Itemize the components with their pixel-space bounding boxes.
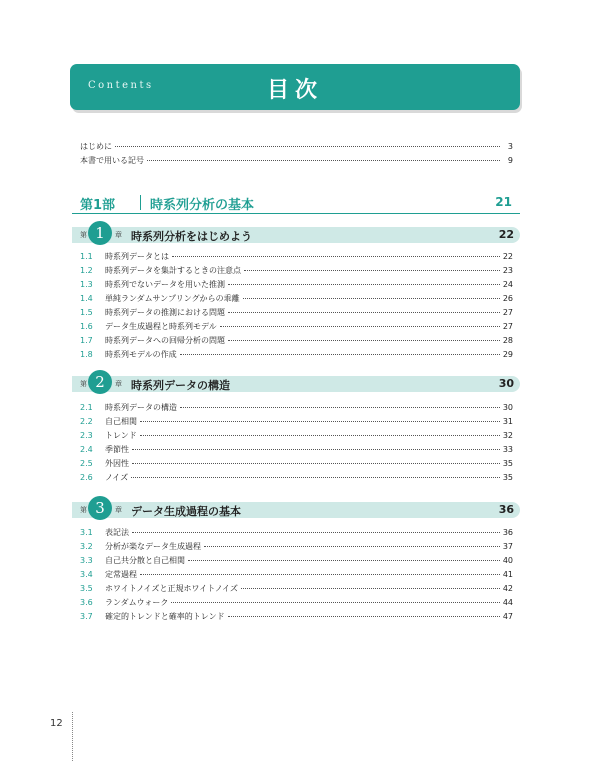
section-title: 時系列データを集計するときの注意点 — [105, 266, 241, 275]
toc-section-3-4[interactable] — [80, 569, 513, 582]
dot-leader — [220, 326, 500, 327]
dot-leader — [172, 256, 500, 257]
toc-entry-intro-2[interactable] — [80, 155, 513, 166]
chapter-prefix: 第 — [80, 506, 87, 514]
section-title: 外因性 — [105, 459, 129, 468]
section-page: 33 — [502, 445, 513, 454]
toc-section-1-4[interactable] — [80, 293, 513, 306]
section-number: 1.7 — [80, 336, 93, 345]
section-page: 35 — [502, 473, 513, 482]
dot-leader — [244, 270, 500, 271]
section-title: ノイズ — [105, 473, 129, 482]
toc-section-1-7[interactable] — [80, 335, 513, 348]
toc-section-2-1[interactable] — [80, 402, 513, 415]
section-number: 2.6 — [80, 473, 93, 482]
chapter-heading-2[interactable] — [72, 373, 520, 392]
section-number: 2.1 — [80, 403, 93, 412]
section-number: 2.3 — [80, 431, 93, 440]
dot-leader — [140, 421, 500, 422]
dot-leader — [171, 602, 499, 603]
section-number: 3.4 — [80, 570, 93, 579]
section-page: 37 — [502, 542, 513, 551]
toc-section-3-7[interactable] — [80, 611, 513, 624]
section-page: 36 — [502, 528, 513, 537]
banner-japanese-title: 目次 — [266, 78, 323, 103]
section-number: 1.2 — [80, 266, 93, 275]
page-number: 12 — [50, 718, 63, 729]
toc-entry-title: 本書で用いる記号 — [80, 156, 144, 165]
dot-leader — [204, 546, 500, 547]
section-title: トレンド — [105, 431, 137, 440]
toc-entry-page: 9 — [507, 156, 513, 165]
section-page: 22 — [502, 252, 513, 261]
dot-leader — [188, 560, 500, 561]
section-page: 26 — [502, 294, 513, 303]
toc-section-3-6[interactable] — [80, 597, 513, 610]
toc-entry-intro-1[interactable] — [80, 141, 513, 152]
section-page: 31 — [502, 417, 513, 426]
section-title: 時系列モデルの作成 — [105, 350, 177, 359]
section-title: 時系列でないデータを用いた推測 — [105, 280, 225, 289]
part-label: 第1部 — [80, 198, 116, 213]
toc-section-2-5[interactable] — [80, 458, 513, 471]
section-page: 28 — [502, 336, 513, 345]
chapter-title: 時系列分析をはじめよう — [131, 230, 252, 243]
chapter-number-badge: 2 — [88, 370, 112, 394]
dot-leader — [140, 435, 500, 436]
section-number: 3.2 — [80, 542, 93, 551]
section-title: 定常過程 — [105, 570, 137, 579]
toc-entry-page: 3 — [507, 142, 513, 151]
page-margin-rule — [72, 712, 73, 761]
section-page: 29 — [502, 350, 513, 359]
section-number: 2.2 — [80, 417, 93, 426]
section-page: 27 — [502, 308, 513, 317]
chapter-suffix: 章 — [115, 506, 122, 514]
dot-leader — [243, 298, 500, 299]
section-title: 季節性 — [105, 445, 129, 454]
part-divider — [140, 195, 141, 210]
chapter-prefix: 第 — [80, 231, 87, 239]
chapter-page: 30 — [498, 377, 514, 390]
section-title: 単純ランダムサンプリングからの乖離 — [105, 294, 240, 303]
section-title: 時系列データの推測における問題 — [105, 308, 225, 317]
part-page: 21 — [495, 195, 512, 209]
section-title: 自己共分散と自己相関 — [105, 556, 185, 565]
section-page: 32 — [502, 431, 513, 440]
section-page: 41 — [502, 570, 513, 579]
chapter-prefix: 第 — [80, 380, 87, 388]
toc-section-3-1[interactable] — [80, 527, 513, 540]
dot-leader — [131, 477, 500, 478]
chapter-suffix: 章 — [115, 380, 122, 388]
section-number: 1.4 — [80, 294, 93, 303]
dot-leader — [228, 616, 500, 617]
dot-leader — [140, 574, 500, 575]
dot-leader — [132, 449, 500, 450]
toc-section-1-6[interactable] — [80, 321, 513, 334]
section-page: 40 — [502, 556, 513, 565]
section-title: 時系列データへの回帰分析の問題 — [105, 336, 225, 345]
chapter-page: 36 — [498, 503, 514, 516]
section-page: 47 — [502, 612, 513, 621]
dot-leader — [132, 532, 500, 533]
toc-section-2-3[interactable] — [80, 430, 513, 443]
toc-section-2-4[interactable] — [80, 444, 513, 457]
section-number: 1.8 — [80, 350, 93, 359]
section-number: 3.5 — [80, 584, 93, 593]
toc-entry-title: はじめに — [80, 142, 112, 151]
section-number: 3.3 — [80, 556, 93, 565]
section-number: 1.5 — [80, 308, 93, 317]
section-title: 時系列データとは — [105, 252, 169, 261]
dot-leader — [180, 354, 500, 355]
dot-leader — [132, 463, 500, 464]
toc-section-2-6[interactable] — [80, 472, 513, 485]
section-page: 24 — [502, 280, 513, 289]
toc-section-3-3[interactable] — [80, 555, 513, 568]
toc-section-3-5[interactable] — [80, 583, 513, 596]
section-number: 3.6 — [80, 598, 93, 607]
chapter-title: データ生成過程の基本 — [131, 505, 241, 518]
section-page: 23 — [502, 266, 513, 275]
section-title: ランダムウォーク — [105, 598, 169, 607]
section-title: 分析が楽なデータ生成過程 — [105, 542, 201, 551]
toc-section-1-1[interactable] — [80, 251, 513, 264]
part-title: 時系列分析の基本 — [150, 198, 255, 213]
toc-section-1-3[interactable] — [80, 279, 513, 292]
toc-section-3-2[interactable] — [80, 541, 513, 554]
banner-english-title: Contents — [88, 80, 154, 91]
section-title: 時系列データの構造 — [105, 403, 177, 412]
section-page: 44 — [502, 598, 513, 607]
toc-section-1-2[interactable] — [80, 265, 513, 278]
section-title: 確定的トレンドと確率的トレンド — [105, 612, 225, 621]
section-title: 自己相関 — [105, 417, 137, 426]
dot-leader — [241, 588, 500, 589]
section-number: 1.1 — [80, 252, 93, 261]
chapter-suffix: 章 — [115, 231, 122, 239]
section-number: 1.3 — [80, 280, 93, 289]
dot-leader — [180, 407, 500, 408]
section-page: 30 — [502, 403, 513, 412]
section-number: 3.1 — [80, 528, 93, 537]
chapter-heading-1[interactable] — [72, 224, 520, 243]
section-page: 35 — [502, 459, 513, 468]
section-page: 42 — [502, 584, 513, 593]
section-number: 3.7 — [80, 612, 93, 621]
chapter-number-badge: 3 — [88, 496, 112, 520]
toc-section-2-2[interactable] — [80, 416, 513, 429]
dot-leader — [228, 340, 500, 341]
section-number: 2.5 — [80, 459, 93, 468]
chapter-page: 22 — [498, 228, 514, 241]
section-number: 2.4 — [80, 445, 93, 454]
dot-leader — [228, 284, 500, 285]
chapter-number-badge: 1 — [88, 221, 112, 245]
chapter-heading-3[interactable] — [72, 499, 520, 518]
contents-banner — [70, 64, 520, 110]
section-title: データ生成過程と時系列モデル — [105, 322, 217, 331]
section-page: 27 — [502, 322, 513, 331]
toc-section-1-8[interactable] — [80, 349, 513, 362]
toc-section-1-5[interactable] — [80, 307, 513, 320]
section-number: 1.6 — [80, 322, 93, 331]
dot-leader — [228, 312, 500, 313]
chapter-title: 時系列データの構造 — [131, 379, 230, 392]
section-title: ホワイトノイズと正規ホワイトノイズ — [105, 584, 238, 593]
part-heading[interactable] — [72, 192, 520, 214]
section-title: 表記法 — [105, 528, 129, 537]
dot-leader — [147, 160, 500, 161]
dot-leader — [115, 146, 500, 147]
